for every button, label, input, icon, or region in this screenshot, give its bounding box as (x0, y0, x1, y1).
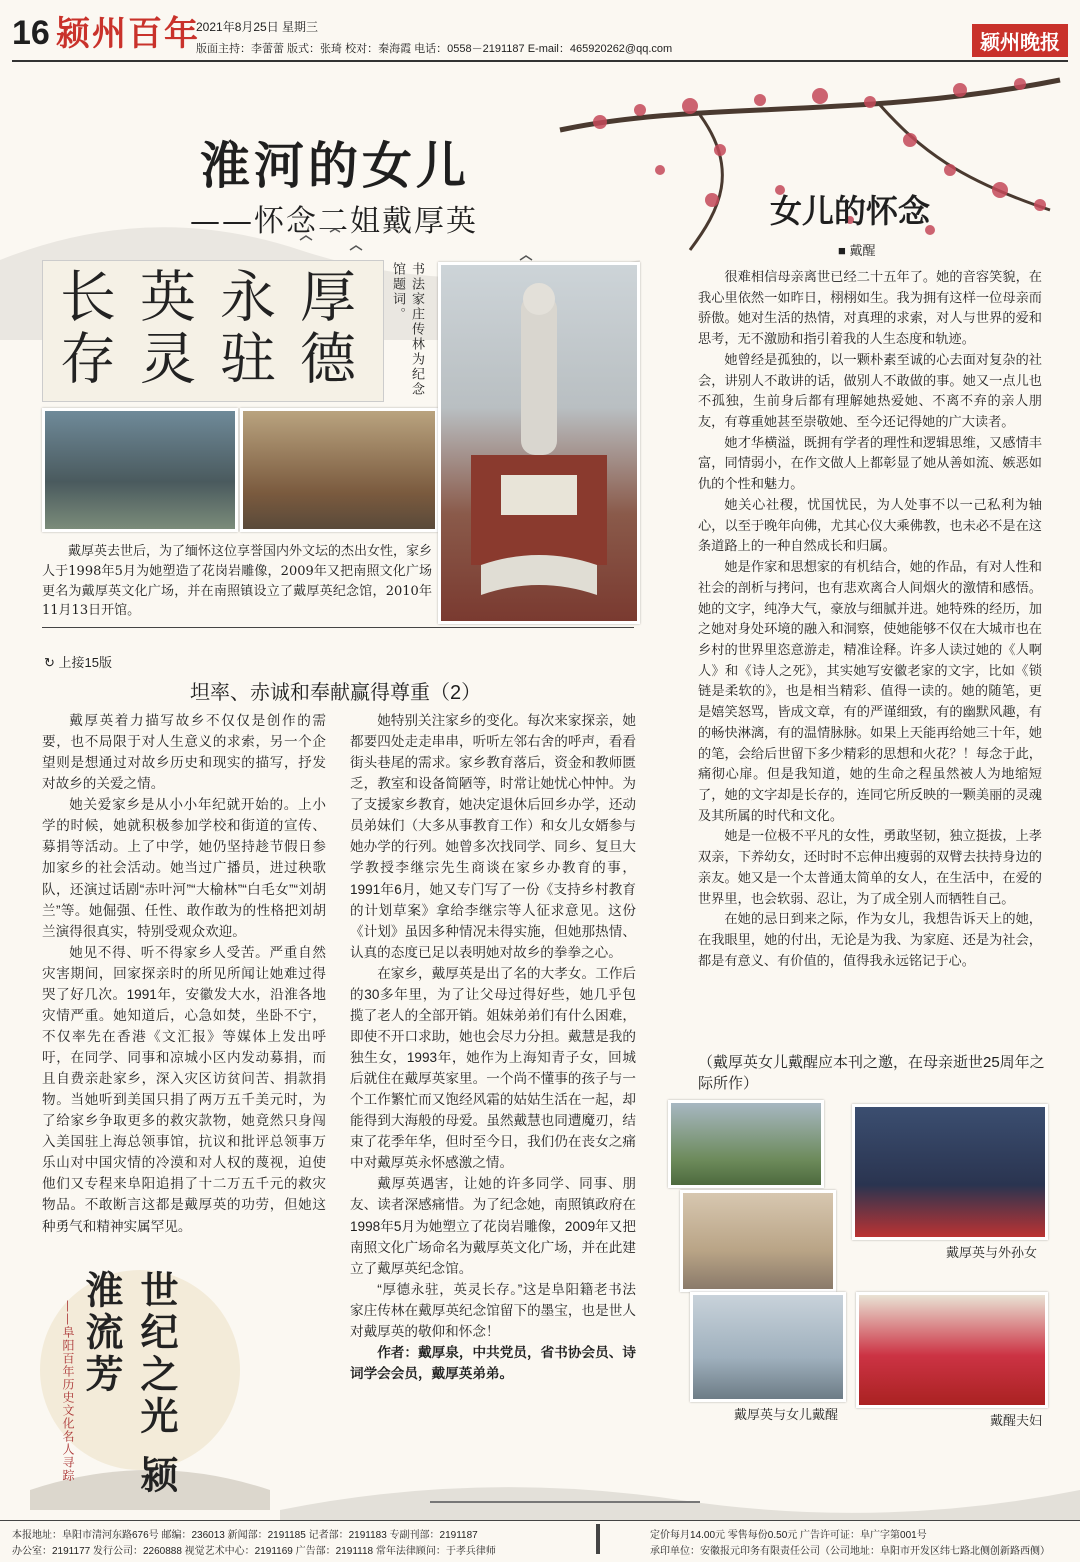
footer-printer: 承印单位：安徽报元印务有限责任公司（公司地址：阜阳市开发区纬七路北侧创新路西侧） (650, 1546, 1050, 1557)
article-column-1 (42, 710, 326, 1237)
calligraphy-char-col: 厚德 (291, 267, 356, 391)
newspaper-logo: 颍州晚报 (972, 24, 1068, 57)
family-photo-grandchild (852, 1104, 1048, 1240)
paragraph: 她才华横溢，既拥有学者的理性和逻辑思维，又感情丰富，同情弱小，在作文做人上都彰显了她从善如流、嫉恶如仇的个性和魅力。 (698, 435, 1042, 493)
date-line: 2021年8月25日 星期三 (196, 20, 319, 34)
family-photo-2 (680, 1190, 836, 1292)
paragraph: 她曾经是孤独的，以一颗朴素至诚的心去面对复杂的社会，讲别人不敢讲的话，做别人不敢做的事。她又一点儿也不孤独，生前身后都有理解她热爱她、不离不弃的亲人朋友，有尊重她甚至崇敬她、至今还记得她的广大读者。 (698, 352, 1042, 431)
right-article-author: ■ 戴醒 (838, 243, 876, 258)
calligraphy-char-col: 长存 (51, 267, 116, 391)
landscape-decoration (280, 1420, 1080, 1520)
right-article-body (698, 268, 1042, 972)
museum-interior-photo (42, 408, 238, 532)
paragraph: 她见不得、听不得家乡人受苦。严重自然灾害期间，回家探亲时的所见所闻让她难过得哭了好几次。1991年，安徽发大水，沿淮各地灾情严重。她知道后，心急如焚，坐卧不宁，不仅率先在香港《文汇报》等媒体上发出呼吁，在同学、同事和凉城小区内发动募捐，而且自费亲赴家乡，深入灾区访贫问苦、捐款捐物。当她听到美国只捐了两万五千美元时，为了给家乡争取更多的救灾款物，她竟然只身闯入美国驻上海总领事馆，抗议和批评总领事万乐山对中国灾情的冷漠和对人权的蔑视，迫使他们又专程来阜阳追捐了十二万五千元的救灾物品。不敢断言这都是戴厚英的功劳，但她这种勇气和精神实属罕见。 (42, 944, 326, 1234)
continued-text: 上接15版 (58, 655, 112, 670)
museum-entrance-photo (240, 408, 438, 532)
paragraph: 她特别关注家乡的变化。每次来家探亲，她都要四处走走串串，听听左邻右舍的呼声，看看街头巷尾的需求。家乡教育落后，资金和教师匮乏，教室和设备简陋等，时常让她忧心忡忡。为了支援家乡教育，她决定退休后回乡办学，还动员弟妹们（大多从事教育工作）和女儿女婿参与她办学的行列。她曾多次找同学、同乡、复旦大学教授李继宗先生商谈在家乡办教育的事，1991年6月，她又专门写了一份《支持乡村教育的计划草案》拿给李继宗等人征求意见。这份《计划》虽因多种情况未得实施，但她那热情、认真的态度已足以表明她对故乡的拳拳之心。 (350, 713, 636, 960)
continue-icon: ↻ (44, 655, 59, 670)
page-number: 16 (12, 14, 50, 52)
paragraph: 戴厚英着力描写故乡不仅仅是创作的需要，也不局限于对人生意义的求索，另一个企望则是想通过对故乡历史和现实的描写，抒发对故乡的关爱之情。 (42, 713, 326, 792)
calligraphy-char-col: 永驻 (211, 267, 276, 391)
photo-caption-couple: 戴醒夫妇 (990, 1414, 1043, 1429)
statue-photo (438, 262, 640, 624)
footer-divider (0, 1520, 1080, 1521)
section-brand: 颍州百年 (56, 14, 200, 54)
paragraph: 她关心社稷，忧国忧民，为人处事不以一己私利为轴心，以至于晚年向佛，尤其心仪大乘佛教，也未必不是在这条道路上的一种自然成长和归属。 (698, 497, 1042, 555)
right-article-title: 女儿的怀念 (770, 192, 931, 230)
paragraph: 她关爱家乡是从小小年纪就开始的。上小学的时候，她就积极参加学校和街道的宣传、募捐等活动。上了中学，她仍坚持趁节假日参加家乡的社会活动。她当过广播员，进过秧歌队，还演过话剧“赤叶河”“大榆林”“白毛女”“刘胡兰”等。她倔强、任性、敢作敢为的性格把刘胡兰演得很真实，特别受观众欢迎。 (42, 797, 326, 939)
author-note: 作者：戴厚泉，中共党员，省书协会员、诗词学会会员，戴厚英弟弟。 (350, 1344, 636, 1381)
calligraphy-caption: 书法家庄传林为纪念馆题词。 (390, 262, 424, 397)
paragraph: 在她的忌日到来之际，作为女儿，我想告诉天上的她，在我眼里，她的付出，无论是为我、为家庭、还是为社会，都是有意义、有价值的，值得我永远铭记于心。 (698, 912, 1042, 969)
main-title: 淮河的女儿 (200, 136, 470, 195)
article-column-2 (350, 710, 636, 1384)
paragraph: 在家乡，戴厚英是出了名的大孝女。工作后的30多年里，为了让父母过得好些，她几乎包揽了老人的全部开销。姐妹弟弟们有什么困难，即使不开口求助，她也会尽力分担。戴慧是我的独生女，1993年，她作为上海知青子女，回城后就住在戴厚英家里。一个尚不懂事的孩子与一个工作繁忙而又饱经风霜的姑姑生活在一起，却能得到大海般的母爱。虽然戴慧也同遭魔刃，结束了花季年华，但时至今日，我们仍在丧女之痛中对戴厚英永怀感激之情。 (350, 965, 636, 1171)
calligraphy-image (42, 260, 384, 402)
section-divider (42, 627, 634, 628)
footer-address: 本报地址：阜阳市清河东路676号 邮编：236013 新闻部：2191185 记者部：2191183 专副刊部：2191187 (12, 1530, 478, 1541)
statue-figure (441, 265, 637, 621)
family-photo-1 (668, 1100, 824, 1188)
paragraph: 很难相信母亲离世已经二十五年了。她的音容笑貌，在我心里依然一如昨日，栩栩如生。我为拥有这样一位母亲而骄傲。她对生活的热情，对真理的求索，对人与世界的爱和思考，无不激励和指引着我的人生态度和轨迹。 (698, 270, 1042, 348)
footer-price: 定价每月14.00元 零售每份0.50元 广告许可证：阜广字第001号 (650, 1530, 927, 1541)
article-title: 坦率、赤诚和奉献赢得尊重（2） (190, 682, 482, 704)
paragraph: 她是作家和思想家的有机结合，她的作品，有对人性和社会的剖析与拷问，也有悲欢离合人间烟火的激情和感悟。她的文字，纯净大气，豪放与细腻并进。她特殊的经历，加之她对身处环境的融入和洞察，使她能够不仅在大城市也在乡村的世界里恣意游走，精准诠释。许多人读过她的《人啊人》和《诗人之死》，其实她写安徽老家的文字，比如《锁链是柔软的》，也是相当精彩、值得一读的。她的随笔，更是嬉笑怒骂，皆成文章，有的严谨细致，有的幽默风趣，有的畅快淋漓，有的温情脉脉。如果上天能再给她三十年，她的笔，会给后世留下多少精彩的思想和火花？！每念于此，痛彻心扉。但是我知道，她的生命之程虽然被人为地缩短了，她的文字却是长存的，连同它所反映的一颗美丽的灵魂及其所属的时代和文化。 (698, 560, 1042, 824)
family-photo-daughter (690, 1292, 846, 1402)
right-article-note: （戴厚英女儿戴醒应本刊之邀，在母亲逝世25周年之际所作） (698, 1054, 1045, 1092)
staff-line: 版面主持：李蕾蕾 版式：张琦 校对：秦海霞 电话：0558－2191187 E-mail：465920262@qq.com (196, 43, 673, 55)
paragraph: 戴厚英遇害，让她的许多同学、同事、朋友、读者深感痛惜。为了纪念她，南照镇政府在1998年5月为她塑立了花岗岩雕像，2009年又把南照文化广场命名为戴厚英文化广场，并在此建立了戴厚英纪念馆。 (350, 1176, 636, 1276)
main-subtitle: ——怀念二姐戴厚英 (190, 204, 478, 239)
photo-caption: 戴厚英去世后，为了缅怀这位享誉国内外文坛的杰出女性，家乡人于1998年5月为她塑造了花岗岩雕像，2009年又把南照文化广场更名为戴厚英文化广场，并在南照镇设立了戴厚英纪念馆，2010年11月13日开馆。 (42, 544, 433, 619)
footer-contacts: 办公室：2191177 发行公司：2260888 视觉艺术中心：2191169 广告部：2191118 常年法律顾问：于孝兵律师 (12, 1546, 496, 1557)
photo-caption-daughter: 戴厚英与女儿戴醒 (734, 1408, 839, 1423)
family-photo-couple (856, 1292, 1048, 1408)
footer-separator (596, 1524, 600, 1554)
paragraph: 她是一位极不平凡的女性，勇敢坚韧，独立挺拔，上孝双亲，下养幼女，还时时不忘伸出瘦弱的双臂去扶持身边的亲友。她又是一个太普通太简单的女人，在生活中，在爱的世界里，也会软弱、忍让，为了成全别人而牺牲自己。 (698, 829, 1042, 907)
paragraph: “厚德永驻，英灵长存。”这是阜阳籍老书法家庄传林在戴厚英纪念馆留下的墨宝，也是世人对戴厚英的敬仰和怀念！ (350, 1281, 636, 1339)
series-title: 世纪之光 颍淮流芳 (79, 1270, 179, 1498)
continued-label (44, 652, 112, 671)
photo-caption-grandchild: 戴厚英与外孙女 (946, 1246, 1038, 1261)
series-subtitle: ——阜阳百年历史文化名人寻踪 (61, 1300, 75, 1482)
calligraphy-char-col: 英灵 (131, 267, 196, 391)
